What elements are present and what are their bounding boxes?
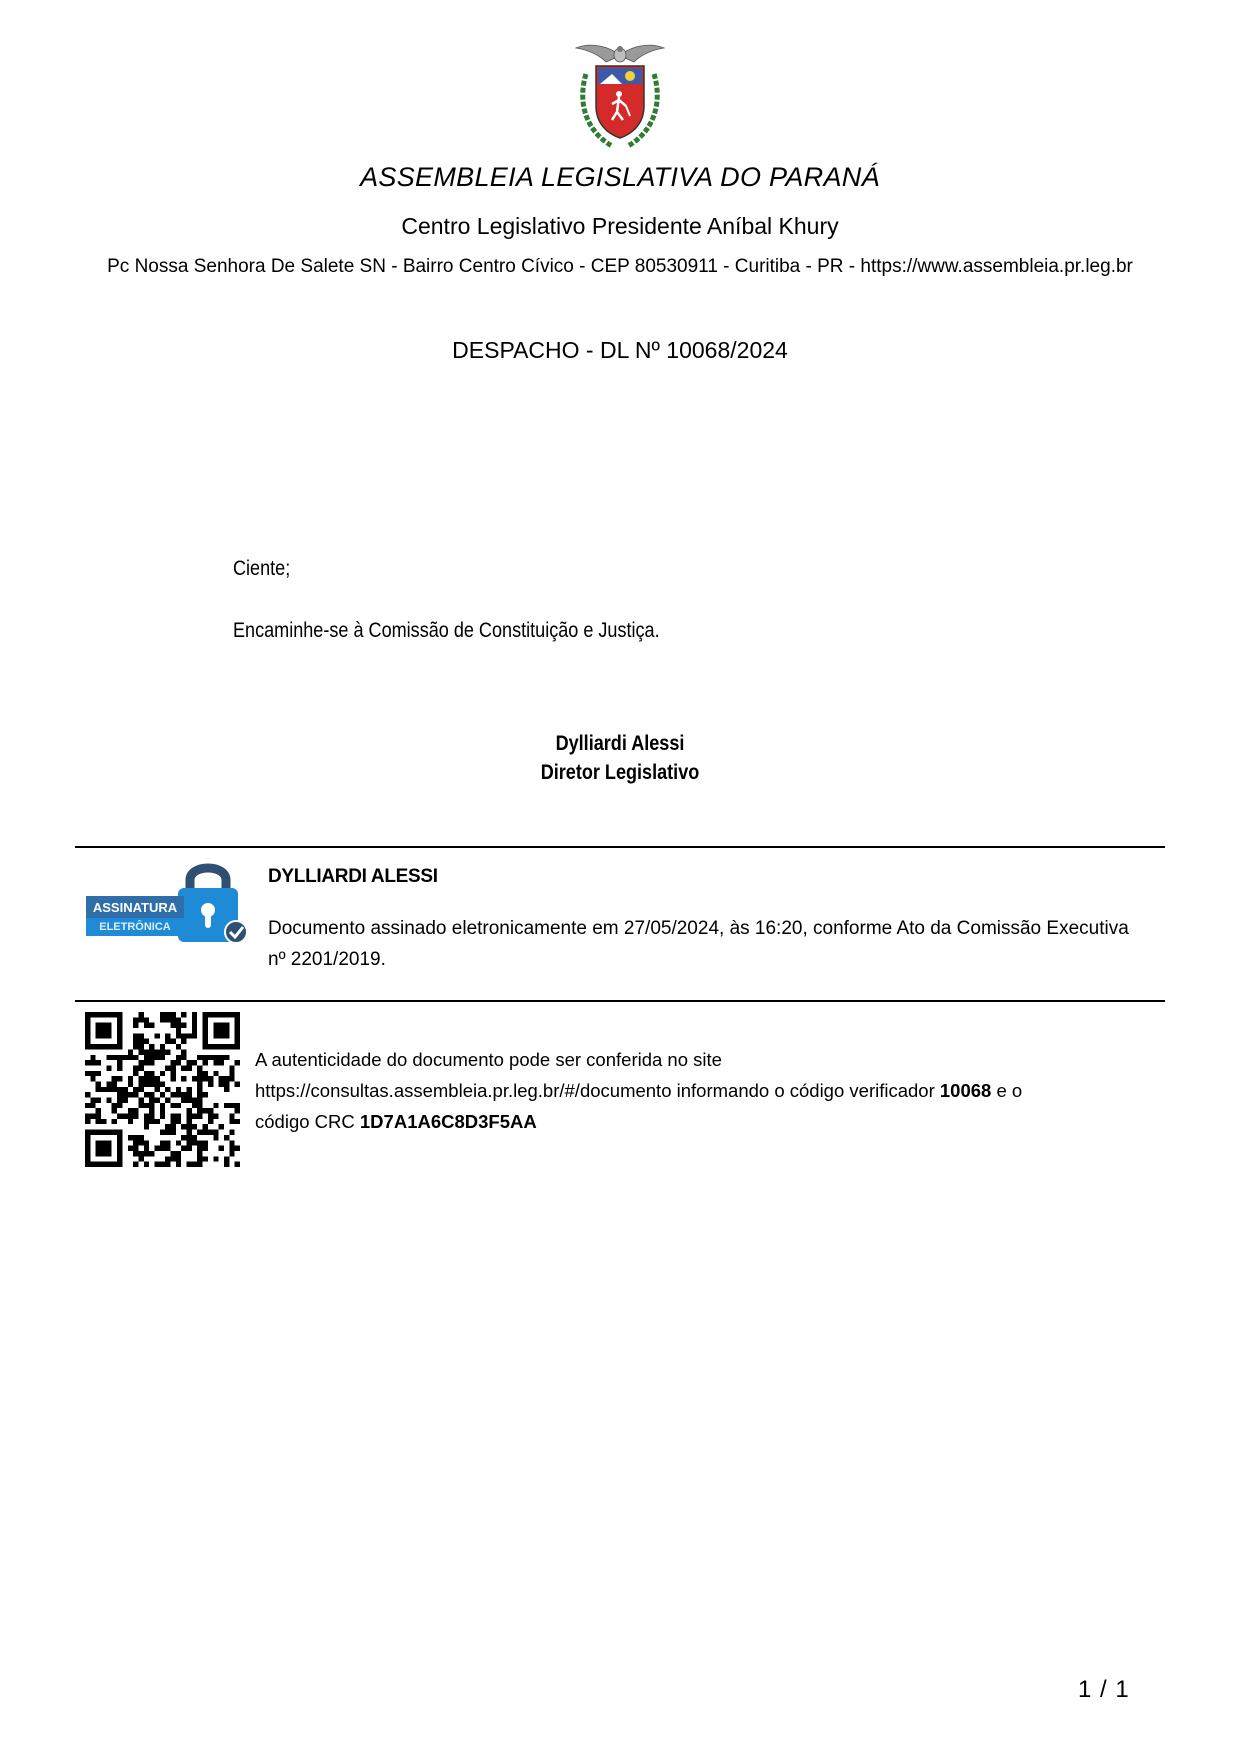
verification-crc-line xyxy=(255,1106,1165,1137)
document-paragraph: Ciente; xyxy=(233,557,291,580)
qr-code-icon xyxy=(85,1012,240,1167)
document-title: DESPACHO - DL Nº 10068/2024 xyxy=(452,337,788,363)
verification-url: https://consultas.assembleia.pr.leg.br/#/documento informando o código verificador xyxy=(255,1080,940,1101)
divider xyxy=(75,1000,1165,1002)
verification-code: 10068 xyxy=(939,1080,992,1101)
verification-mid: e o xyxy=(991,1080,1023,1101)
crc-label: código CRC xyxy=(255,1111,360,1132)
badge-line2: ELETRÔNICA xyxy=(99,921,171,933)
verification-url-line xyxy=(255,1075,1165,1106)
parana-coat-of-arms-icon xyxy=(572,40,668,152)
verification-intro: A autenticidade do documento pode ser conferida no site xyxy=(255,1049,722,1070)
divider xyxy=(75,846,1165,848)
badge-line1: ASSINATURA xyxy=(92,900,178,915)
signature-name: DYLLIARDI ALESSI xyxy=(268,866,438,887)
verification-text xyxy=(255,1044,1165,1137)
org-subtitle: Centro Legislativo Presidente Aníbal Khury xyxy=(401,213,839,239)
org-address: Pc Nossa Senhora De Salete SN - Bairro Centro Cívico - CEP 80530911 - Curitiba - PR - https://www.assembleia.pr.leg.br xyxy=(107,256,1133,277)
org-name: ASSEMBLEIA LEGISLATIVA DO PARANÁ xyxy=(360,162,880,192)
electronic-signature-badge-icon xyxy=(86,856,254,946)
signer-role: Diretor Legislativo xyxy=(540,761,700,784)
signature-text: Documento assinado eletronicamente em 27/05/2024, às 16:20, conforme Ato da Comissão Executiva nº 2201/2019. xyxy=(268,918,1129,970)
signer-name: Dylliardi Alessi xyxy=(555,732,685,755)
page-number: 1 / 1 xyxy=(1078,1676,1130,1703)
document-paragraph: Encaminhe-se à Comissão de Constituição e Justiça. xyxy=(233,619,660,642)
crc-code: 1D7A1A6C8D3F5AA xyxy=(359,1111,537,1132)
